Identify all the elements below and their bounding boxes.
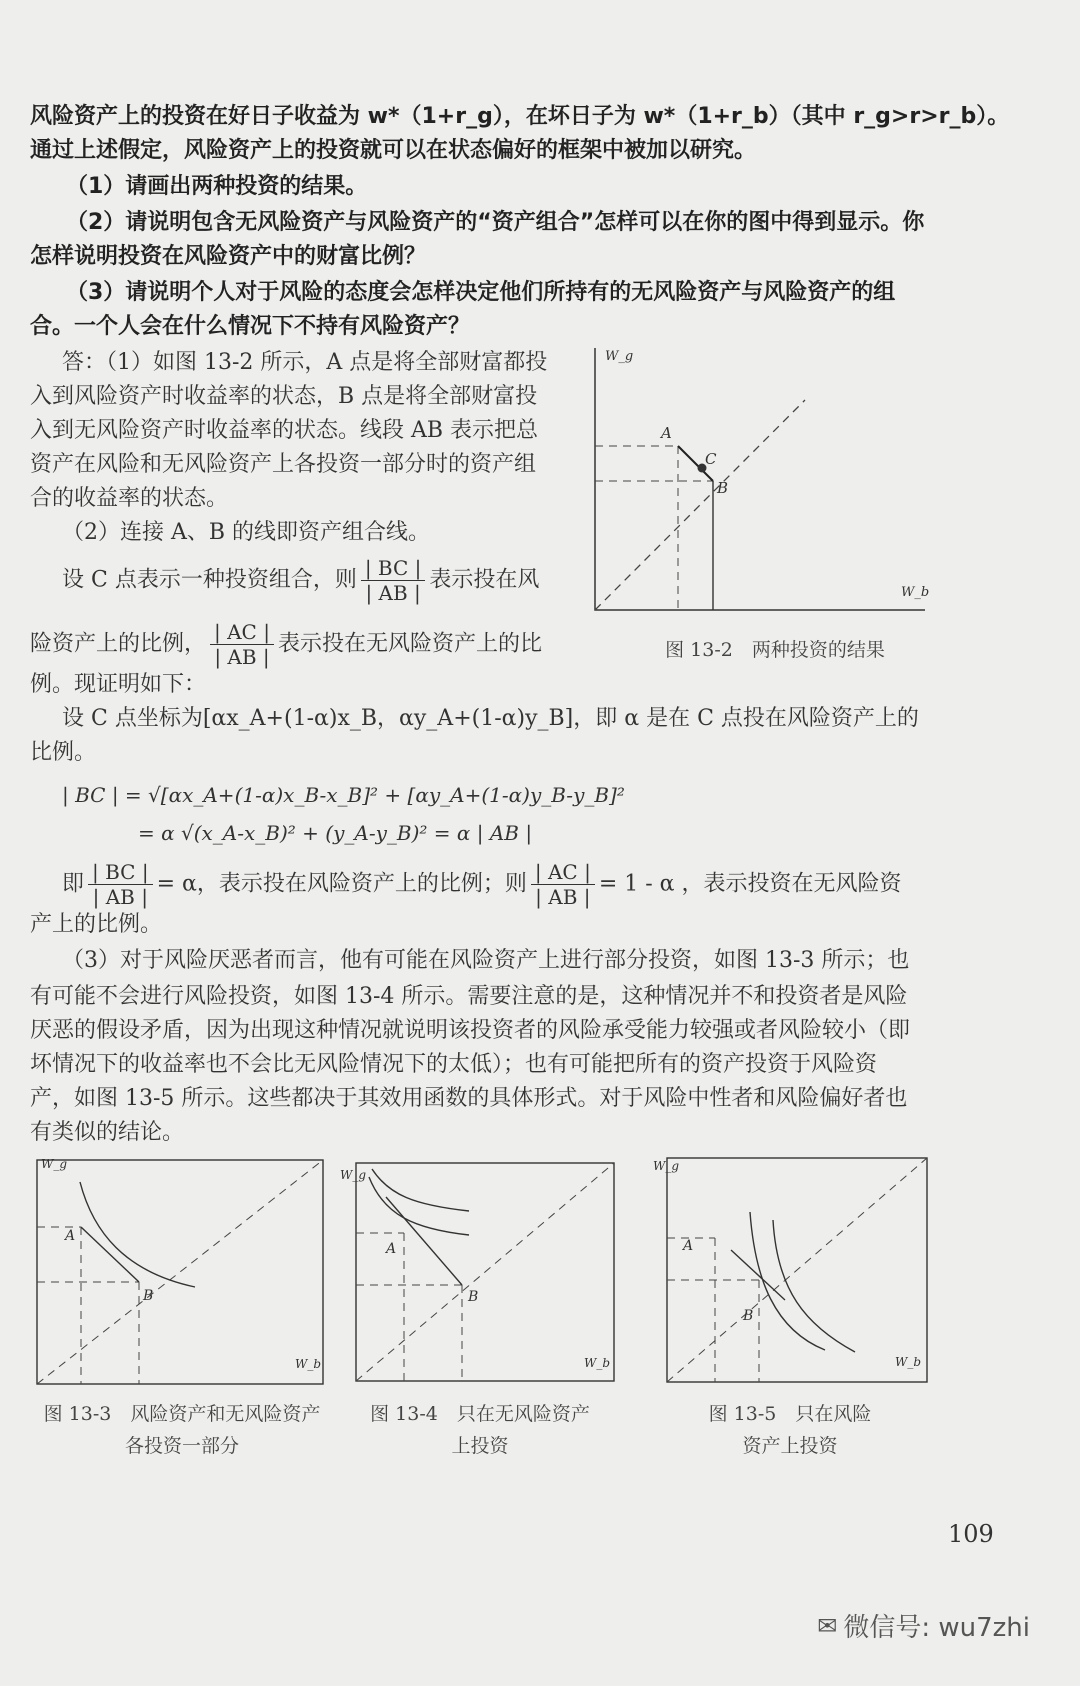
fraction-bc-ab-2 xyxy=(88,860,153,909)
fraction-numerator: | BC | xyxy=(88,860,153,885)
answer-line-5: 合的收益率的状态。 xyxy=(30,486,229,511)
axis-label-wb: W_b xyxy=(901,585,930,600)
indifference-curve xyxy=(80,1182,195,1287)
axis-label-wb: W_b xyxy=(584,1356,611,1370)
conclusion-pre: 即 xyxy=(62,871,85,897)
axis-label-wg: W_g xyxy=(340,1168,367,1182)
axis-label-wg: W_g xyxy=(653,1159,680,1173)
point-label-b: B xyxy=(717,479,729,497)
answer-part-3-line-1: （3）对于风险厌恶者而言，他有可能在风险资产上进行部分投资，如图 13-3 所示；也 xyxy=(62,948,910,973)
point-label-a: A xyxy=(661,424,672,442)
certainty-line xyxy=(37,1160,323,1384)
equation-line-2: = α √(x_A-x_B)² + (y_A-y_B)² = α | AB | xyxy=(138,821,533,845)
answer-part-3-line-6: 有类似的结论。 xyxy=(30,1120,185,1145)
axis-label-wb: W_b xyxy=(295,1357,322,1371)
caption-line-1: 图 13-4 只在无风险资产 xyxy=(370,1403,590,1425)
point-label-a: A xyxy=(65,1228,76,1244)
answer-line-2: 入到风险资产时收益率的状态，B 点是将全部财富投 xyxy=(30,384,538,409)
indifference-curve-1 xyxy=(369,1177,469,1235)
answer-part-2: （2）连接 A、B 的线即资产组合线。 xyxy=(62,520,431,545)
answer-part-3-line-5: 产，如图 13-5 所示。这些都决于其效用函数的具体形式。对于风险中性者和风险偏好者也 xyxy=(30,1086,908,1111)
question-part-3b: 合。一个人会在什么情况下不持有风险资产？ xyxy=(30,314,471,339)
answer-coord-line-1: 设 C 点坐标为[αx_A+(1-α)x_B，αy_A+(1-α)y_B]，即 α 是在 C 点投在风险资产上的 xyxy=(62,706,919,731)
portfolio-line-ab xyxy=(731,1250,785,1300)
point-label-b: B xyxy=(743,1308,754,1324)
answer-part-3-line-3: 厌恶的假设矛盾，因为出现这种情况就说明该投资者的风险承受能力较强或者风险较小（即 xyxy=(30,1018,911,1043)
point-label-c: C xyxy=(705,450,717,468)
ratio-text-post: 表示投在风 xyxy=(429,567,540,593)
axis-label-wb: W_b xyxy=(895,1355,922,1369)
answer-conclusion-line xyxy=(62,860,902,909)
wechat-watermark xyxy=(817,1607,1030,1644)
ratio-text-post: 表示投在无风险资产上的比 xyxy=(277,631,542,657)
conclusion-post: = 1 - α ，表示投资在无风险资 xyxy=(598,871,902,897)
question-part-1: （1）请画出两种投资的结果。 xyxy=(66,174,368,199)
ratio-text-pre: 险资产上的比例， xyxy=(30,631,207,657)
caption-line-2: 资产上投资 xyxy=(742,1435,838,1457)
figure-13-4 xyxy=(340,1155,624,1390)
figure-13-5 xyxy=(655,1150,935,1390)
axis-label-wg: W_g xyxy=(41,1157,68,1171)
fraction-ac-ab-2 xyxy=(531,860,595,909)
conclusion-mid: = α，表示投在风险资产上的比例；则 xyxy=(156,871,527,897)
figure-13-2-caption: 图 13-2 两种投资的结果 xyxy=(665,639,885,661)
caption-line-2: 上投资 xyxy=(451,1435,509,1457)
fraction-bc-ab xyxy=(361,556,426,605)
figure-13-4-caption xyxy=(340,1398,620,1462)
caption-line-2: 各投资一部分 xyxy=(124,1435,239,1457)
wechat-icon: ✉ xyxy=(817,1611,838,1640)
answer-part-3-line-2: 有可能不会进行风险投资，如图 13-4 所示。需要注意的是，这种情况并不和投资者是风险 xyxy=(30,984,908,1009)
figure-13-2 xyxy=(585,338,935,638)
portfolio-line-ab xyxy=(386,1197,462,1285)
fraction-denominator: | AB | xyxy=(214,645,270,669)
fraction-numerator: | BC | xyxy=(361,556,426,581)
certainty-line xyxy=(356,1163,614,1381)
fraction-ac-ab xyxy=(210,620,274,669)
fraction-numerator: | AC | xyxy=(210,620,274,645)
answer-coord-line-2: 比例。 xyxy=(30,740,97,765)
indifference-curve-1 xyxy=(750,1212,825,1350)
watermark-text: 微信号: wu7zhi xyxy=(843,1613,1030,1643)
ratio-text-pre: 设 C 点表示一种投资组合，则 xyxy=(62,567,357,593)
caption-line-1: 图 13-3 风险资产和无风险资产 xyxy=(43,1403,321,1425)
question-part-2a: （2）请说明包含无风险资产与风险资产的“资产组合”怎样可以在你的图中得到显示。你 xyxy=(66,210,925,235)
figure-13-3-caption xyxy=(22,1398,342,1462)
certainty-line xyxy=(595,400,805,610)
certainty-line xyxy=(667,1158,927,1382)
fraction-denominator: | AB | xyxy=(365,581,421,605)
answer-part-3-line-4: 坏情况下的收益率也不会比无风险情况下的太低）；也有可能把所有的资产投资于风险资 xyxy=(30,1052,878,1077)
figure-13-5-caption xyxy=(680,1398,900,1462)
question-line-2: 通过上述假定，风险资产上的投资就可以在状态偏好的框架中被加以研究。 xyxy=(30,138,757,163)
question-line-1: 风险资产上的投资在好日子收益为 w*（1+r_g），在坏日子为 w*（1+r_b）（其中 r_g>r>r_b）。 xyxy=(30,104,1010,129)
point-label-b: B xyxy=(468,1289,479,1305)
axes xyxy=(595,348,925,610)
answer-conclusion-line-2: 产上的比例。 xyxy=(30,912,163,937)
answer-line-1: 答：（1）如图 13-2 所示，A 点是将全部财富都投 xyxy=(62,350,548,375)
answer-line-4: 资产在风险和无风险资产上各投资一部分时的资产组 xyxy=(30,452,537,477)
point-label-a: A xyxy=(386,1241,397,1257)
fraction-denominator: | AB | xyxy=(92,885,148,909)
answer-line-3: 入到无风险资产时收益率的状态。线段 AB 表示把总 xyxy=(30,418,539,443)
indifference-curve-2 xyxy=(773,1220,855,1352)
question-part-3a: （3）请说明个人对于风险的态度会怎样决定他们所持有的无风险资产与风险资产的组 xyxy=(66,280,896,305)
point-label-b: B xyxy=(143,1288,154,1304)
answer-ratio-line-1 xyxy=(62,556,539,605)
page-number: 109 xyxy=(948,1520,994,1548)
question-part-2b: 怎样说明投资在风险资产中的财富比例？ xyxy=(30,244,427,269)
answer-proof-intro: 例。现证明如下： xyxy=(30,672,207,697)
fraction-denominator: | AB | xyxy=(535,885,591,909)
portfolio-line-ab xyxy=(81,1227,139,1282)
caption-line-1: 图 13-5 只在风险 xyxy=(708,1403,872,1425)
figure-13-3 xyxy=(25,1152,335,1392)
answer-ratio-line-2 xyxy=(30,620,542,669)
axis-label-wg: W_g xyxy=(605,349,634,364)
equation-line-1: | BC | = √[αx_A+(1-α)x_B-x_B]² + [αy_A+(1-α)y_B-y_B]² xyxy=(62,783,625,807)
point-label-a: A xyxy=(683,1238,694,1254)
fraction-numerator: | AC | xyxy=(531,860,595,885)
